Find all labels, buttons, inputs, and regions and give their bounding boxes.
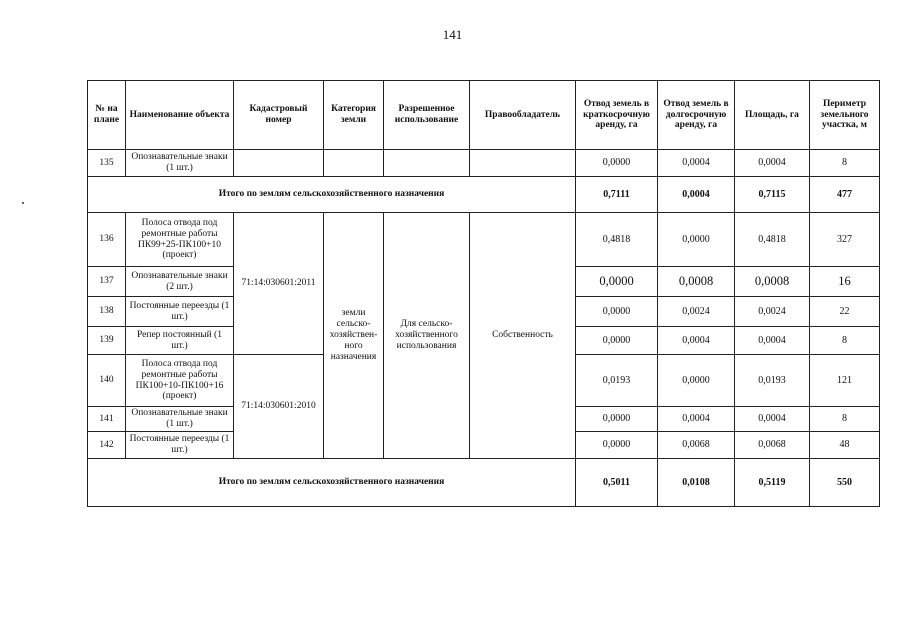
total-perimeter: 550 bbox=[810, 459, 880, 507]
total-area: 0,5119 bbox=[735, 459, 810, 507]
perimeter: 48 bbox=[810, 432, 880, 459]
subtotal-area: 0,7115 bbox=[735, 177, 810, 213]
header-long-term-lease: Отвод земель в долгосрочную аренду, га bbox=[658, 81, 735, 150]
area: 0,0068 bbox=[735, 432, 810, 459]
cadastral-number: 71:14:030601:2010 bbox=[234, 355, 324, 459]
perimeter: 327 bbox=[810, 213, 880, 267]
short-term-lease: 0,0000 bbox=[576, 297, 658, 327]
plan-number: 138 bbox=[88, 297, 126, 327]
short-term-lease: 0,0000 bbox=[576, 407, 658, 432]
permitted-use bbox=[384, 150, 470, 177]
plan-number: 142 bbox=[88, 432, 126, 459]
object-name: Постоянные переезды (1 шт.) bbox=[126, 432, 234, 459]
area: 0,0024 bbox=[735, 297, 810, 327]
owner bbox=[470, 150, 576, 177]
area: 0,0004 bbox=[735, 327, 810, 355]
header-perimeter: Периметр земельного участка, м bbox=[810, 81, 880, 150]
area: 0,4818 bbox=[735, 213, 810, 267]
long-term-lease: 0,0004 bbox=[658, 150, 735, 177]
table-row bbox=[88, 150, 880, 177]
short-term-lease: 0,0000 bbox=[576, 267, 658, 297]
header-plan-number: № на плане bbox=[88, 81, 126, 150]
perimeter: 22 bbox=[810, 297, 880, 327]
subtotal-short-term-lease: 0,7111 bbox=[576, 177, 658, 213]
subtotal-long-term-lease: 0,0004 bbox=[658, 177, 735, 213]
object-name: Опознавательные знаки (1 шт.) bbox=[126, 407, 234, 432]
subtotal-row bbox=[88, 177, 880, 213]
owner: Собственность bbox=[470, 213, 576, 459]
long-term-lease: 0,0068 bbox=[658, 432, 735, 459]
long-term-lease: 0,0000 bbox=[658, 213, 735, 267]
short-term-lease: 0,0000 bbox=[576, 327, 658, 355]
plan-number: 136 bbox=[88, 213, 126, 267]
header-owner: Правообладатель bbox=[470, 81, 576, 150]
header-permitted-use: Разрешенное использование bbox=[384, 81, 470, 150]
plan-number: 140 bbox=[88, 355, 126, 407]
object-name: Полоса отвода под ремонтные работы ПК100+10-ПК100+16 (проект) bbox=[126, 355, 234, 407]
header-cadastral-number: Кадастровый номер bbox=[234, 81, 324, 150]
short-term-lease: 0,0193 bbox=[576, 355, 658, 407]
land-category: земли сельско-хозяйствен-ного назначения bbox=[324, 213, 384, 459]
area: 0,0004 bbox=[735, 407, 810, 432]
area: 0,0008 bbox=[735, 267, 810, 297]
object-name: Постоянные переезды (1 шт.) bbox=[126, 297, 234, 327]
header-object-name: Наименование объекта bbox=[126, 81, 234, 150]
long-term-lease: 0,0000 bbox=[658, 355, 735, 407]
land-category bbox=[324, 150, 384, 177]
long-term-lease: 0,0004 bbox=[658, 327, 735, 355]
short-term-lease: 0,0000 bbox=[576, 150, 658, 177]
subtotal-label: Итого по землям сельскохозяйственного назначения bbox=[88, 177, 576, 213]
object-name: Опознавательные знаки (1 шт.) bbox=[126, 150, 234, 177]
table-row bbox=[88, 213, 880, 267]
permitted-use: Для сельско-хозяйственного использования bbox=[384, 213, 470, 459]
perimeter: 16 bbox=[810, 267, 880, 297]
header-area: Площадь, га bbox=[735, 81, 810, 150]
short-term-lease: 0,4818 bbox=[576, 213, 658, 267]
header-short-term-lease: Отвод земель в краткосрочную аренду, га bbox=[576, 81, 658, 150]
total-row bbox=[88, 459, 880, 507]
perimeter: 8 bbox=[810, 150, 880, 177]
long-term-lease: 0,0024 bbox=[658, 297, 735, 327]
land-allocation-table bbox=[87, 80, 880, 507]
header-land-category: Категория земли bbox=[324, 81, 384, 150]
plan-number: 135 bbox=[88, 150, 126, 177]
object-name: Репер постоянный (1 шт.) bbox=[126, 327, 234, 355]
object-name: Полоса отвода под ремонтные работы ПК99+25-ПК100+10 (проект) bbox=[126, 213, 234, 267]
cadastral-number: 71:14:030601:2011 bbox=[234, 213, 324, 355]
plan-number: 139 bbox=[88, 327, 126, 355]
perimeter: 8 bbox=[810, 327, 880, 355]
perimeter: 121 bbox=[810, 355, 880, 407]
object-name: Опознавательные знаки (2 шт.) bbox=[126, 267, 234, 297]
area: 0,0004 bbox=[735, 150, 810, 177]
long-term-lease: 0,0004 bbox=[658, 407, 735, 432]
stray-mark bbox=[22, 202, 24, 204]
subtotal-perimeter: 477 bbox=[810, 177, 880, 213]
page-number: 141 bbox=[442, 27, 463, 42]
plan-number: 141 bbox=[88, 407, 126, 432]
total-label: Итого по землям сельскохозяйственного назначения bbox=[88, 459, 576, 507]
header-row bbox=[88, 81, 880, 150]
plan-number: 137 bbox=[88, 267, 126, 297]
area: 0,0193 bbox=[735, 355, 810, 407]
short-term-lease: 0,0000 bbox=[576, 432, 658, 459]
total-short-term-lease: 0,5011 bbox=[576, 459, 658, 507]
total-long-term-lease: 0,0108 bbox=[658, 459, 735, 507]
perimeter: 8 bbox=[810, 407, 880, 432]
cadastral-number bbox=[234, 150, 324, 177]
long-term-lease: 0,0008 bbox=[658, 267, 735, 297]
